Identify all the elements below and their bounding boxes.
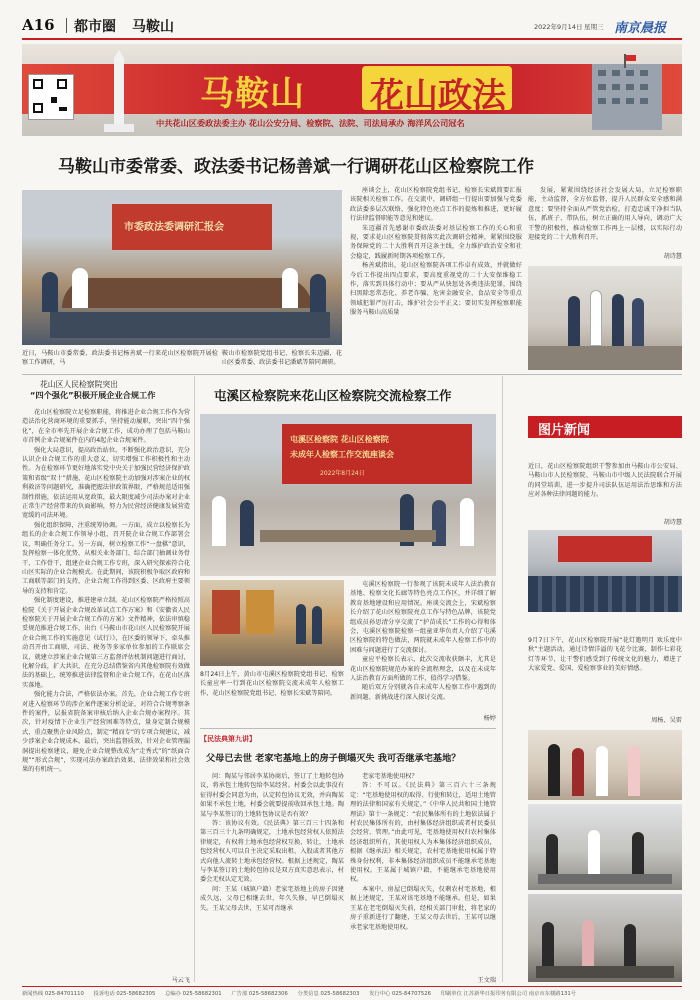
paragraph: 座谈会上，花山区检察院党组书记、检察长宋斌简要汇报该院相关检察工作。在交流中，调研组一行提出要加强与党委政法委多层次联络，强化特色亮点工作的提炼和推进，更好履行法律监督职能等意见和建议。 (350, 187, 522, 223)
header-rule (22, 38, 682, 40)
photo-news-header (528, 416, 682, 438)
paragraph: 强化能力合法，严格依法办案。首先，企业合规工作专班对进入检察环节的涉企案件逐案分析论证，对符合合规考察条件的案件，层报省院备案审核后纳入企业合规办案程序。其次，针对疫情下企业生产经营困难等特点，量身定制合规模式，重点聚焦企业风险点，制定“精而专”的专项合规建议，减少涉案企业合规成本。最后，突出监督质效，针对企业管理漏洞提出检察建议，避免企业合规整改成为“走秀式”的“纸面合规”“形式合规”，实现司法办案政治效果、法律效果和社会效果的有机统一。 (22, 691, 190, 774)
paragraph: 强化组织保障，注重统筹协调。一方面，成立以检察长为组长的企业合规工作领导小组，召开院企业合规工作部署会议，明确任务分工。另一方面，树立检察工作“一盘棋”意识，发挥检察一体化优势，从相关业务部门、综合部门抽调业务骨干、工作骨干，组建企业合规工作专班，深入研究探索符合花山区实际的企业合规模式。在此期间，该院积极争取区政府和工商联等部门的支持，企业合规工作得到区委、区政府主要领导的支持和肯定。 (22, 521, 190, 595)
footer-item: 印刷单位 江苏新华日报印务有限公司 南京市东楼路131号 (440, 991, 576, 997)
tunxi-byline: 杨婷 (483, 715, 496, 722)
law-byline: 王文瑞 (477, 977, 496, 984)
law-headline: 父母已去世 老家宅基地上的房子倒塌灭失 我可否继承宅基地？ (206, 753, 461, 764)
footer-item: 广告部 025-58682306 (231, 991, 288, 997)
tunxi-photo-caption: 8月24日上午，黄山市屯溪区检察院党组书记、检察长童应率一行到花山区检察院交流未成年人检察工作，花山区检察院党组书记、检察长宋斌等陪同。 (200, 671, 344, 697)
footer-item: 总编办 025-58682301 (165, 991, 222, 997)
paragraph: 强化制度建设，推进建章立制。花山区检察院严格按照高检院《关于开展企业合规改革试点工作方案》和《安徽省人民检察院关于开展企业合规工作的方案》文件精神，依法审慎稳妥规范推进合规工作，出台《马鞍山市花山区人民检察院开展企业合规工作的实施意见（试行）》，在区委的领导下，牵头推动召开由工商联、司法、税务等多家单位参加的工作联席会议，就建立涉案企业合规第三方监督评估机制问题进行商讨，化解分歧，扩大共识，在充分总结借鉴省内其他检察院有效做法的基础上，统筹推进法律监督和企业合规工作，在花山区落实落地。 (22, 597, 190, 689)
section-divider (22, 374, 682, 375)
left-article-headline: “四个强化”积极开展企业合规工作 (30, 390, 156, 400)
law-divider (200, 728, 496, 729)
banner-sponsors: 中共花山区委政法委主办 花山公安分局、检察院、法院、司法局承办 海洋风公司冠名 (156, 118, 465, 128)
newspaper-logo: 南京晨报 (614, 21, 667, 36)
banner-title-right: 花山政法 (370, 76, 506, 116)
footer-item: 投诉电话 025-58682305 (93, 991, 156, 997)
photo-news-item2: 9月7日下午，花山区检察院开展“花灯邀明月 欢乐度中秋”主题活动，通过诗情洋溢的飞花令比赛，制作七彩花灯等环节，让干警们感受到了传统文化的魅力，增进了大家爱党、爱国、爱检察事业的美好情感。 (528, 637, 682, 673)
paragraph: 强化大局意识，提高政治站位。不断强化政治意识，充分认识企业合规工作的重大意义，切实增强工作积极性和主动性。为在检察环节更好地落实党中央关于加强民营经济保护政策和省级“双十”措施，花山区检察院主动加强对涉案企业的权利救济等问题研究，准确把握法律政策界限，严格规范适用强制性措施，依法运用从宽政策，最大限度减少司法办案对企业正常生产经营带来的负面影响，努力为民营经济健康发展营造宽缓的司法环境。 (22, 446, 190, 520)
qr-code-icon (28, 74, 74, 120)
tunxi-headline: 屯溪区检察院来花山区检察院交流检察工作 (214, 388, 452, 403)
tunxi-photo-2 (200, 580, 344, 666)
footer-item: 新闻热线 025-84701110 (22, 991, 84, 997)
paragraph: 答：该协议有效。《民法典》第三百三十四条和第三百三十九条明确规定，土地承包经营权人依照法律规定，有权将土地承包经营权互换、转让，土地承包经营权人可以自主决定采取出租、入股或者其他方式向他人流转土地承包经营权。根据上述规定，陶某与李某签订的土地转包协议是双方真实意思表示，村委会无权认定无效。 (200, 820, 344, 884)
paragraph: 发展，紧紧围绕经济社会发展大局，立足检察职能，主动监督，全方位监督，提升人民群众安全感和满意度；要坚持全面从严管党治检，打造忠诚干净担当队伍，抓班子、带队伍，树立正确的用人导向，调动广大干警的积极性，推动检察工作再上一层楼，以实际行动迎接党的二十大胜利召开。 (528, 187, 682, 242)
law-col1 (200, 772, 344, 984)
building-icon (582, 54, 678, 134)
paragraph: 花山区检察院立足检察职能，将推进企业合规工作作为营造法治化营商环境的重要抓手，坚持能动履职，突出“四个强化”，在全市率先开展企业合规工作，成功办理了包括马鞍山市首例企业合规案件在内的4起企业合规案件。 (22, 409, 190, 445)
sub-section-title: 马鞍山 (132, 19, 174, 35)
photo-news-item1: 近日，花山区检察院组织干警参加由马鞍山市公安局、马鞍山市人民检察院、马鞍山市中级人民法院联合开展的同堂培训，进一步提升司法队伍运用法治思维和方法应对各种法律问题的能力。 (528, 463, 682, 499)
tunxi-banner-line2: 未成年人检察工作交流座谈会 (290, 450, 394, 459)
paragraph: 本案中，房屋已倒塌灭失，仅剩农村宅基地，根据上述规定，王某对该宅基地不能继承。但是，如果王某在老宅倒塌灭失前，经相关部门审批，将老家的房子重新进行了翻建，王某父母去世后，王某可以继承老家宅基地使用权。 (350, 885, 496, 931)
footer-rule (22, 986, 682, 987)
photo-news-photo1 (528, 530, 682, 612)
main-side-photo (528, 266, 682, 370)
page-number: A16 (22, 16, 55, 34)
left-article-body (22, 408, 190, 984)
footer-item: 发行中心 025-84707526 (369, 991, 431, 997)
paragraph: 答：不可以。《民法典》第三百六十三条规定：“宅基地使用权的取得、行使和转让，适用土地管理的法律和国家有关规定。”《中华人民共和国土地管理法》第十一条规定：“农民集体所有的土地依法属于村农民集体所有的，由村集体经济组织或者村民委员会经营、管理。”由此可见，宅基地使用权归农村集体经济组织所有，其使用权人为本集体经济组织成员，根据《继承法》相关规定，农村宅基地使用权属于特殊身份权利，非本集体经济组织成员不能继承宅基地使用权。王某属于城镇户籍，不能继承宅基地使用权。 (350, 782, 496, 884)
left-article-byline: 马云飞 (171, 977, 190, 984)
main-photo (22, 190, 342, 345)
photo-news-title: 图片新闻 (538, 423, 591, 438)
paragraph: 童应平检察长表示，此次交流收获颇丰，尤其是花山区检察院规范办案的全流程理念，以及在未成年人法治教育方面所做的工作，值得学习借鉴。 (350, 656, 496, 683)
paragraph: 问：陶某与邻居李某协商后，签订了土地转包协议，将承包土地转包给李某经营。村委会以此事没有征得村委会同意为由，认定转包协议无效，并向陶某如果不承包土地，村委会就要提前收回承包土地。陶某与李某签订的土地转包协议是否有效？ (200, 773, 344, 818)
vertical-rule-left (194, 376, 195, 982)
left-article-lead: 花山区人民检察院突出 (40, 380, 118, 389)
paragraph: 屯溪区检察院一行参观了该院未成年人法治教育基地、检察文化长廊等特色亮点工作区，并详细了解教育基地建设和应用情况。座谈交流会上，宋斌检察长介绍了花山区检察院亮点工作与特色品牌，该院党组成员孙思清分享交流了“护苗成长”工作的心得和体会，屯溪区检察院检察一组童亚华负责人介绍了屯溪区检察院的特色做法，两院就未成年人检察工作中的困难与问题进行了交流探讨。 (350, 581, 496, 654)
attendees (42, 260, 332, 340)
photo-news-item1-byline: 胡诗慧 (663, 519, 682, 526)
photo-news-item2-byline: 周杨、吴雷 (651, 717, 682, 724)
photo-banner-text: 市委政法委调研汇报会 (124, 222, 224, 233)
tunxi-banner-line1: 屯溪区检察院 花山区检察院 (290, 435, 389, 444)
tunxi-body (350, 580, 496, 720)
paragraph: 杨善斌指出，花山区检察院各项工作卓有成效，并就做好今后工作提出四点要求，要高度重视党的二十大安保维稳工作，落实到具体行动中；要从严从快惩处各类违法犯罪，围绕扫黑除恶常态化、养老诈骗、危害金融安全、食品安全等重点领域犯罪严厉打击，维护社会公平正义；要切实发挥检察职能服务马鞍山高质量 (350, 262, 522, 317)
paragraph: 老家宅基地使用权？ (362, 773, 418, 780)
photo-news-photo4 (528, 894, 682, 982)
header-divider (66, 18, 67, 33)
issue-weekday: 星期三 (584, 23, 604, 31)
tunxi-banner-date: 2022年8月24日 (320, 470, 365, 477)
main-article-byline: 胡诗慧 (663, 253, 682, 260)
tunxi-photo (200, 414, 496, 576)
issue-date: 2022年9月14日 (534, 23, 583, 31)
paragraph: 随后双方分别就各自未成年人检察工作中遇到的新问题、新挑战进行深入探讨交流。 (350, 684, 496, 701)
law-col2 (350, 772, 496, 984)
paragraph: 问：王某（城镇户籍）老家宅基地上的房子因建成久远，父母已相继去世，年久失修，早已倒塌灭失。王某父母去世，王某可否继承 (200, 885, 344, 912)
main-headline: 马鞍山市委常委、政法委书记杨善斌一行调研花山区检察院工作 (58, 157, 534, 177)
footer (22, 989, 682, 999)
paragraph: 朱迈疆首先感谢市委政法委对基层检察工作的关心和重视，要求花山区检察院贯彻落实此次调研会精神，紧紧围绕服务保障党的二十大胜利召开这条主线，全力维护政治安全和社会稳定，践履新时期各项检察工作。 (350, 224, 522, 260)
photo-news-photo2 (528, 730, 682, 800)
column-banner (22, 44, 682, 136)
page-header (22, 14, 682, 36)
photo-news-photo3 (528, 804, 682, 890)
vertical-rule-right (502, 376, 503, 982)
footer-item: 分类信息 025-58682303 (297, 991, 360, 997)
banner-title-left: 马鞍山 (200, 74, 305, 114)
main-photo-caption-left: 近日，马鞍山市委常委、政法委书记杨善斌一行来花山区检察院开展检察工作调研，马 (22, 350, 218, 367)
monument-icon (84, 50, 154, 134)
law-series: 【民法典第九讲】 (200, 735, 256, 743)
section-title: 都市圈 (74, 19, 116, 35)
main-photo-caption-right: 鞍山市检察院党组书记、检察长朱迈疆，花山区委常委、政法委书记潘斌等陪同调研。 (222, 350, 342, 367)
main-article-col1 (350, 186, 522, 370)
